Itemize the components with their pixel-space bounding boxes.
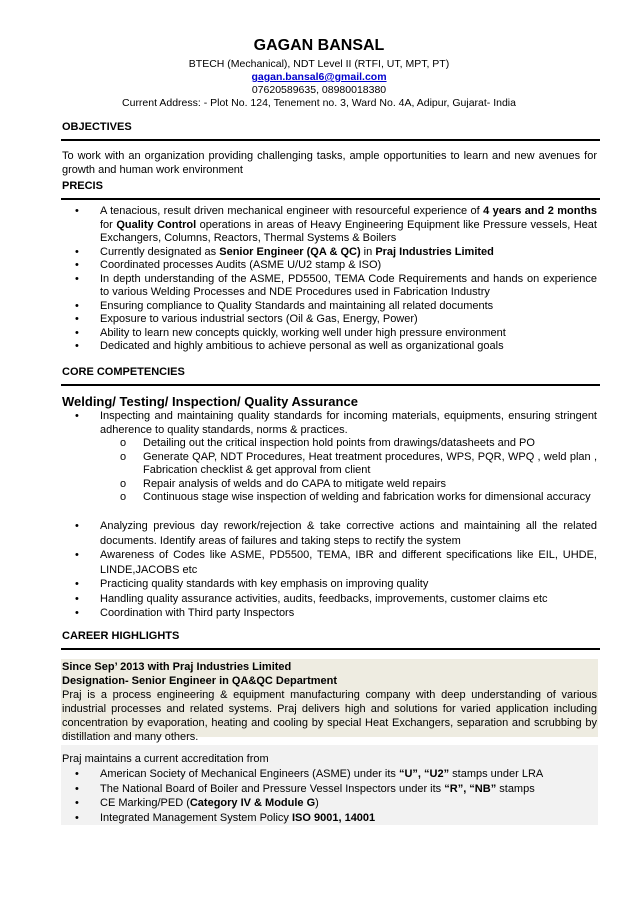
current-role: Senior Engineer (QA & QC): [219, 245, 361, 258]
list-item: [75, 577, 597, 592]
list-item: [75, 340, 597, 354]
bullet-icon: •: [75, 607, 79, 619]
text: Inspecting and maintaining quality standards for incoming materials, equipments, ensuring stringent adherence to quality standards, norms & practices.: [100, 410, 597, 436]
list-item: [75, 606, 597, 621]
bullet-icon: •: [75, 578, 79, 590]
objectives-text: To work with an organization providing challenging tasks, ample opportunities to learn and new avenues for growth and human work environment: [62, 150, 597, 176]
bullet-icon: •: [75, 245, 79, 258]
text: Integrated Management System Policy: [100, 811, 292, 824]
bullet-icon: •: [75, 340, 79, 352]
section-title-precis: PRECIS: [62, 180, 103, 192]
text: The National Board of Boiler and Pressure Vessel Inspectors under its: [100, 782, 445, 795]
text: ): [315, 797, 319, 809]
list-item: [75, 811, 597, 826]
text: A tenacious, result driven mechanical engineer with resourceful experience of: [100, 205, 484, 217]
bullet-icon: •: [75, 259, 79, 271]
bullet-icon: •: [75, 782, 79, 795]
section-divider: [61, 139, 600, 141]
list-item: [75, 299, 597, 314]
designation: Designation- Senior Engineer in QA&QC Department: [62, 675, 338, 687]
competency-list-top: [75, 410, 597, 437]
accreditation-list: [75, 767, 597, 825]
text: Analyzing previous day rework/rejection & take corrective actions and maintaining all the related documents. Identify areas of failures and taking steps to rectify the system: [100, 520, 597, 547]
text: in: [360, 245, 376, 258]
competency-list-bottom: [75, 519, 597, 621]
list-item: [75, 548, 597, 577]
text: Ensuring compliance to Quality Standards and maintaining all related documents: [100, 299, 494, 312]
text: stamps: [496, 782, 535, 795]
text: Currently designated as: [100, 245, 220, 258]
list-item: [120, 437, 597, 451]
competency-subtitle: Welding/ Testing/ Inspection/ Quality Assurance: [62, 394, 358, 409]
text: Coordination with Third party Inspectors: [100, 607, 295, 619]
text: Generate QAP, NDT Procedures, Heat treatment procedures, WPS, PQR, WPQ , weld plan , Fabrication checklist & get approval from client: [143, 450, 597, 476]
list-item: [75, 259, 597, 273]
stamps: “R”, “NB”: [444, 782, 497, 795]
bullet-icon: •: [75, 520, 79, 532]
bullet-icon: •: [75, 768, 79, 780]
section-title-career-highlights: CAREER HIGHLIGHTS: [62, 630, 180, 642]
text: Handling quality assurance activities, audits, feedbacks, improvements, customer claims etc: [100, 592, 548, 605]
text: Coordinated processes Audits (ASME U/U2 stamp & ISO): [100, 259, 382, 271]
list-item: [75, 313, 597, 327]
circle-bullet-icon: o: [120, 450, 127, 463]
text: Detailing out the critical inspection hold points from drawings/datasheets and PO: [143, 437, 535, 449]
bullet-icon: •: [75, 811, 79, 824]
list-item: [75, 245, 597, 260]
list-item: [75, 205, 597, 246]
section-title-objectives: OBJECTIVES: [62, 121, 132, 133]
candidate-name: GAGAN BANSAL: [253, 37, 385, 54]
text: Dedicated and highly ambitious to achieve personal as well as organizational goals: [100, 340, 504, 352]
text: American Society of Mechanical Engineers (ASME) under its: [100, 768, 399, 780]
list-item: [120, 477, 597, 492]
text: Repair analysis of welds and do CAPA to mitigate weld repairs: [143, 477, 447, 490]
years-experience: 4 years and 2 months: [483, 205, 597, 217]
text: for: [100, 218, 117, 231]
text: Ability to learn new concepts quickly, working well under high pressure environment: [100, 326, 506, 339]
circle-bullet-icon: o: [120, 477, 127, 490]
text: operations in areas of Heavy Engineering Equipment like Pressure vessels, Heat Exchangers, Columns, Reactors, Thermal Systems & Boilers: [100, 218, 597, 244]
bullet-icon: •: [75, 272, 79, 285]
list-item: [75, 326, 597, 341]
employment-since: Since Sep’ 2013 with Praj Industries Limited: [62, 661, 292, 673]
bullet-icon: •: [75, 313, 79, 325]
accreditation-intro: Praj maintains a current accreditation from: [62, 753, 269, 765]
text: Exposure to various industrial sectors (Oil & Gas, Energy, Power): [100, 313, 418, 325]
text: CE Marking/PED (: [100, 797, 190, 809]
competency-sublist: [120, 437, 597, 505]
section-divider: [61, 384, 600, 386]
email-line: [0, 71, 638, 84]
list-item: [75, 767, 597, 782]
text: Continuous stage wise inspection of welding and fabrication works for dimensional accuracy: [143, 491, 591, 503]
bullet-icon: •: [75, 326, 79, 339]
text-bold: Quality Control: [116, 218, 197, 231]
list-item: [75, 782, 597, 797]
list-item: [120, 450, 597, 478]
bullet-icon: •: [75, 205, 79, 217]
list-item: [75, 796, 597, 811]
bullet-icon: •: [75, 592, 79, 605]
section-divider: [61, 648, 600, 650]
phone-numbers: 07620589635, 08980018380: [251, 84, 387, 96]
current-company: Praj Industries Limited: [375, 245, 494, 258]
section-divider: [61, 198, 600, 200]
email-link[interactable]: gagan.bansal6@gmail.com: [251, 71, 387, 83]
list-item: [75, 272, 597, 300]
bullet-icon: •: [75, 797, 79, 809]
text: Awareness of Codes like ASME, PD5500, TEMA, IBR and different specifications like EIL, UHDE, LINDE,JACOBS etc: [100, 549, 597, 576]
section-title-core-competencies: CORE COMPETENCIES: [62, 366, 185, 378]
address: Current Address: - Plot No. 124, Tenement no. 3, Ward No. 4A, Adipur, Gujarat- India: [122, 97, 516, 109]
list-item: [120, 491, 597, 505]
circle-bullet-icon: o: [120, 437, 127, 449]
qualifications: BTECH (Mechanical), NDT Level II (RTFI, UT, MPT, PT): [188, 58, 450, 70]
circle-bullet-icon: o: [120, 491, 127, 503]
precis-list: [75, 205, 597, 354]
list-item: [75, 410, 597, 437]
list-item: [75, 519, 597, 548]
text: In depth understanding of the ASME, PD5500, TEMA Code Requirements and hands on experience to various Welding Processes and NDE Procedures used in Fabrication Industry: [100, 272, 597, 298]
bullet-icon: •: [75, 549, 79, 561]
bullet-icon: •: [75, 299, 79, 312]
category: Category IV & Module G: [189, 797, 316, 809]
company-description: Praj is a process engineering & equipment manufacturing company with deep understanding of various industrial processes and related systems. Praj delivers high and solutions for varied application including concentration by evaporation, heating and cooling by special Heat Exchangers, separation and scrubbing by distillation and many others.: [62, 689, 597, 743]
list-item: [75, 592, 597, 607]
text: Practicing quality standards with key emphasis on improving quality: [100, 578, 429, 590]
stamps: “U”, “U2”: [398, 768, 450, 780]
text: stamps under LRA: [449, 768, 544, 780]
iso-standards: ISO 9001, 14001: [291, 811, 376, 824]
bullet-icon: •: [75, 410, 79, 422]
